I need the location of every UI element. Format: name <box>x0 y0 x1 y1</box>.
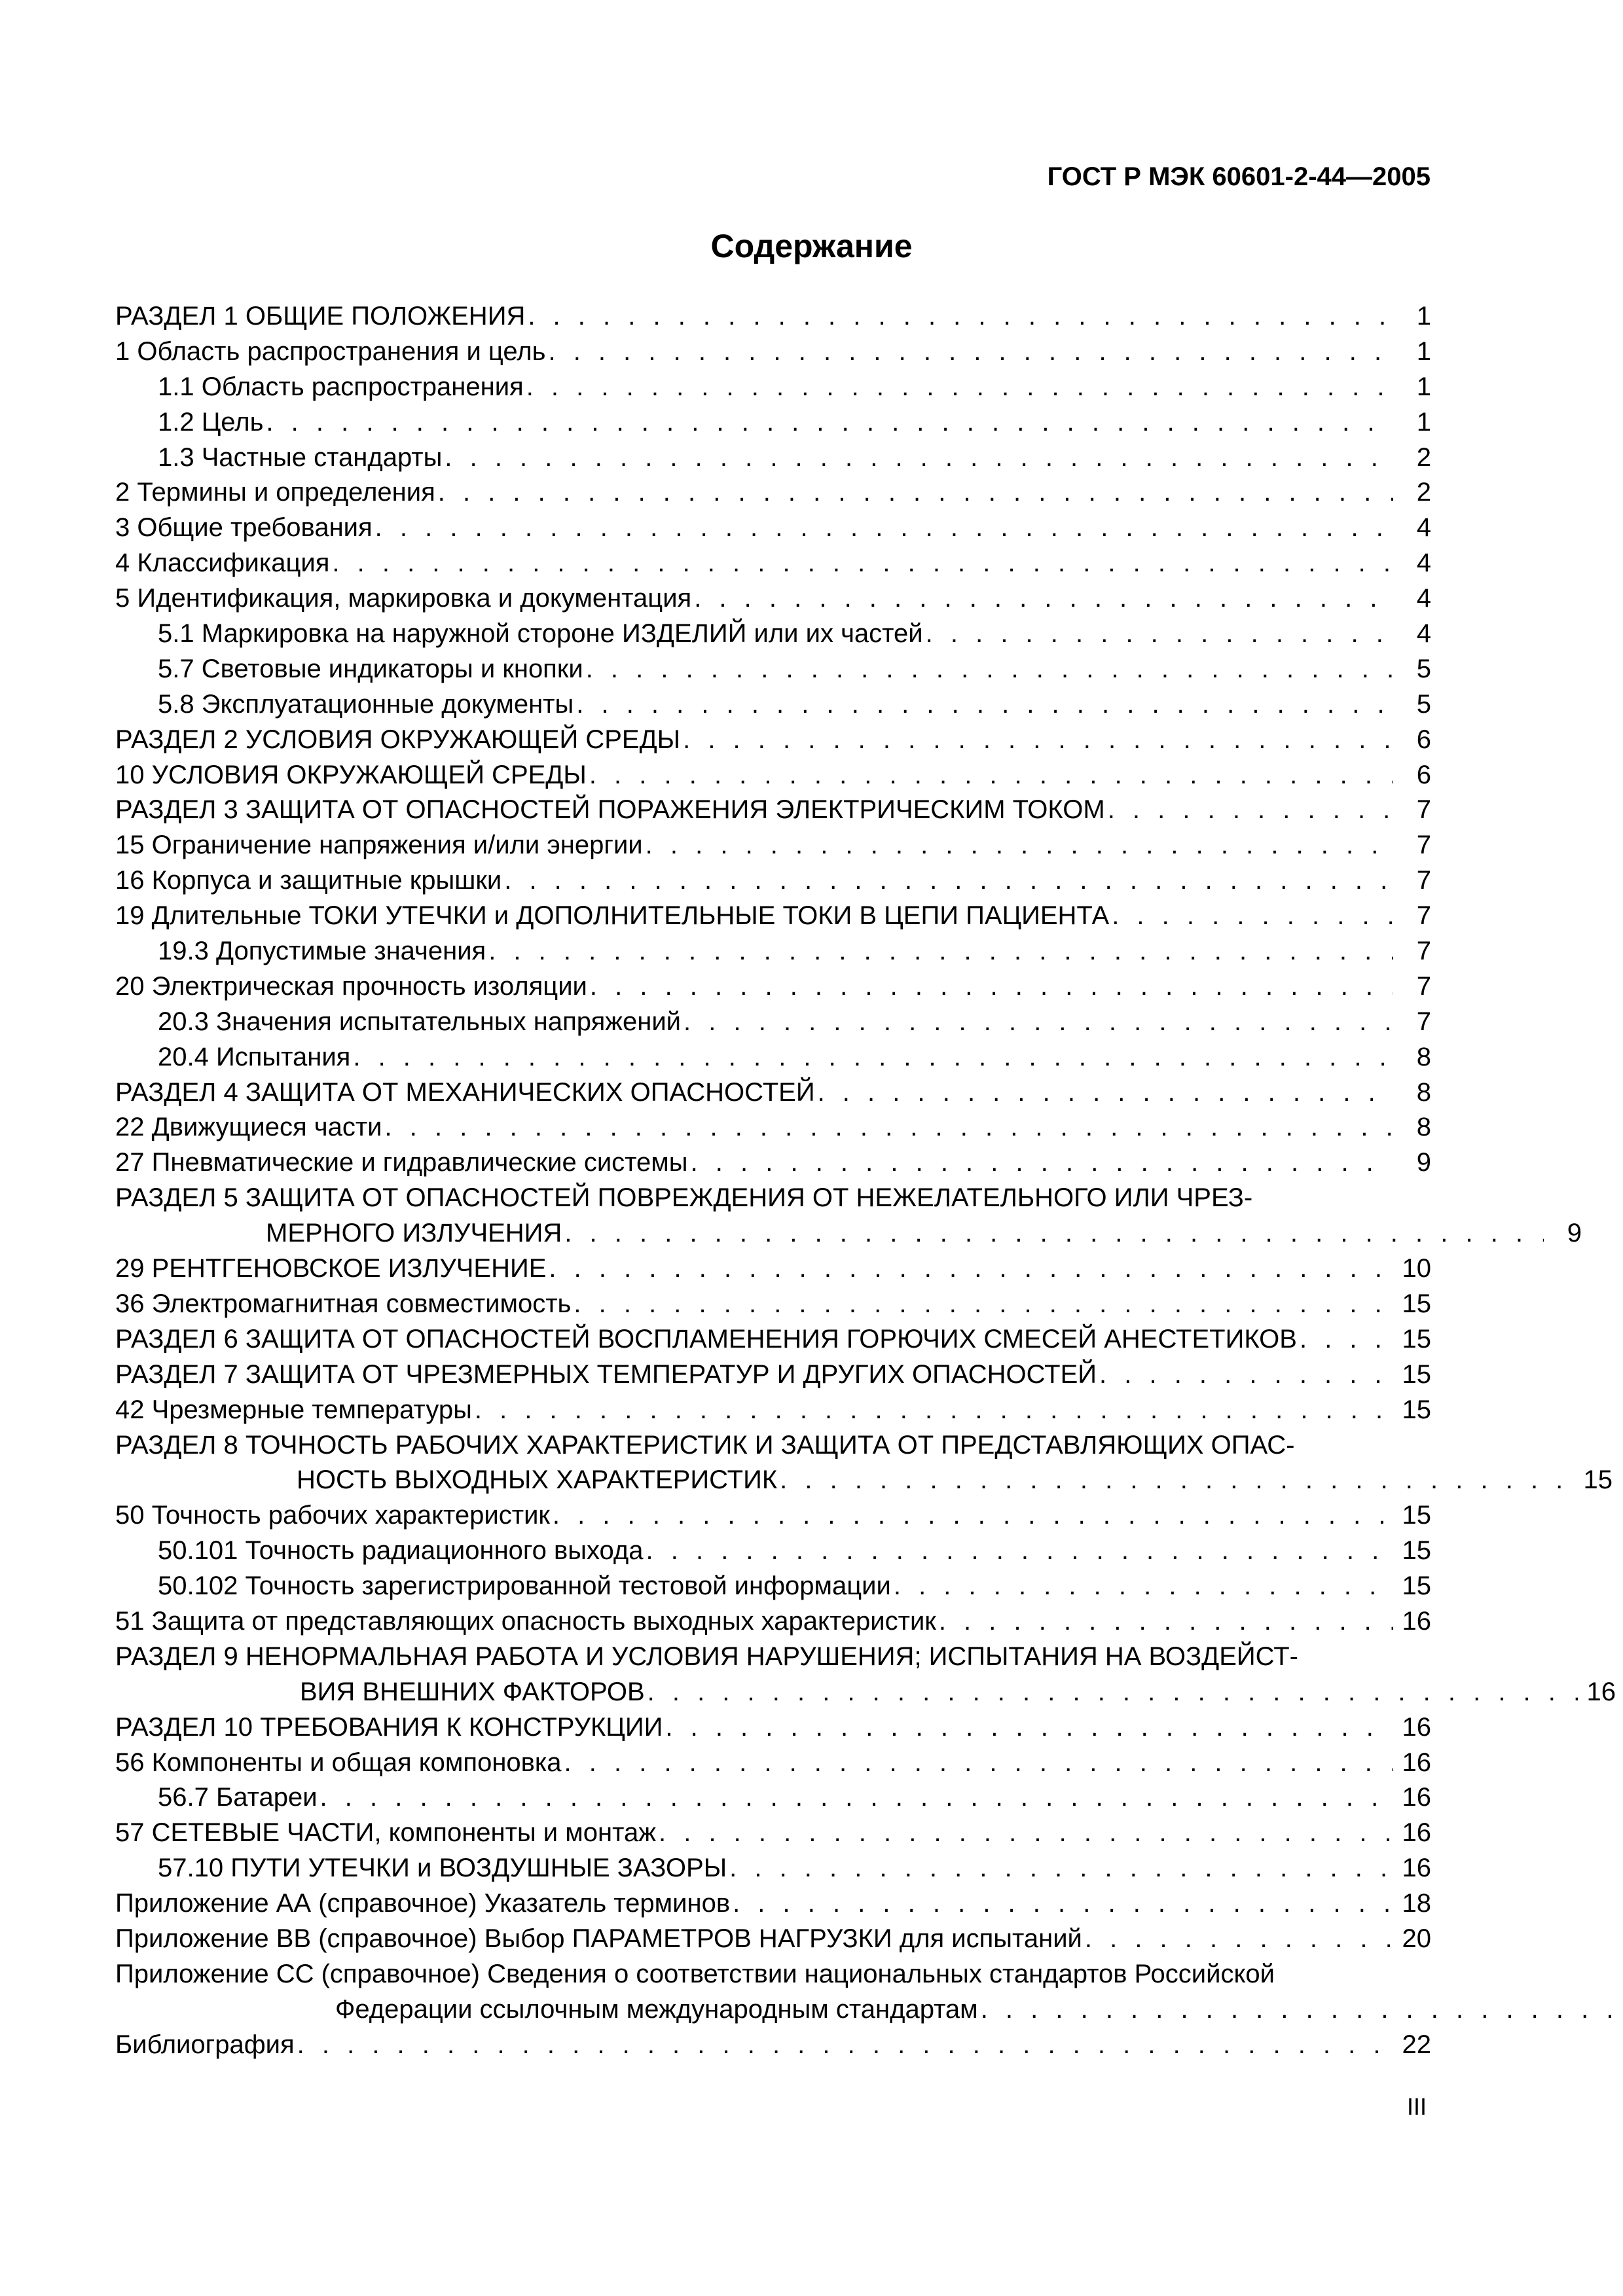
dot-leader <box>647 1675 1578 1710</box>
toc-entry-label: РАЗДЕЛ 5 ЗАЩИТА ОТ ОПАСНОСТЕЙ ПОВРЕЖДЕНИЯ ОТ НЕЖЕЛАТЕЛЬНОГО ИЛИ ЧРЕЗ- <box>115 1183 1253 1213</box>
toc-entry <box>115 1780 1431 1816</box>
toc-entry-page: 16 <box>1402 1606 1431 1636</box>
dot-leader <box>549 1251 1393 1287</box>
toc-entry <box>115 1287 1431 1322</box>
toc-entry-continuation <box>115 1216 1582 1251</box>
toc-entry-page: 16 <box>1402 1712 1431 1742</box>
toc-entry-label: Библиография <box>115 2030 295 2059</box>
toc-entry-page: 16 <box>1402 1854 1431 1883</box>
toc-entry-label: 29 РЕНТГЕНОВСКОЕ ИЗЛУЧЕНИЕ <box>115 1254 547 1283</box>
dot-leader <box>1112 899 1393 934</box>
dot-leader <box>694 581 1393 617</box>
toc-entry-label: 2 Термины и определения <box>115 478 435 507</box>
toc-entry-label: 3 Общие требования <box>115 513 373 543</box>
toc-entry-label: 1.1 Область распространения <box>158 372 524 401</box>
toc-entry-page: 5 <box>1416 689 1431 719</box>
dot-leader <box>780 1463 1575 1498</box>
toc-entry-label: НОСТЬ ВЫХОДНЫХ ХАРАКТЕРИСТИК <box>297 1465 778 1495</box>
toc-entry-label: 50.101 Точность радиационного выхода <box>158 1536 644 1566</box>
toc-entry-page: 16 <box>1586 1677 1616 1706</box>
toc-entry <box>115 1534 1431 1569</box>
toc-entry <box>115 1357 1431 1393</box>
toc-entry <box>115 793 1431 828</box>
toc-entry-page: 16 <box>1402 1783 1431 1812</box>
toc-entry-continuation <box>115 1675 1616 1710</box>
toc-entry <box>115 1110 1431 1145</box>
dot-leader <box>818 1075 1393 1111</box>
toc-entry-label: 1.3 Частные стандарты <box>158 442 443 472</box>
toc-entry-page: 7 <box>1416 831 1431 860</box>
toc-entry-page: 15 <box>1402 1571 1431 1601</box>
toc-entry-page: 20 <box>1402 1924 1431 1953</box>
toc-entry <box>115 1922 1431 1957</box>
toc-entry <box>115 723 1431 758</box>
toc-entry-page: 5 <box>1416 654 1431 683</box>
toc-entry-label: 36 Электромагнитная совместимость <box>115 1289 572 1318</box>
toc-entry <box>115 1498 1431 1534</box>
toc-entry-page: 18 <box>1402 1889 1431 1918</box>
dot-leader <box>733 1886 1393 1922</box>
dot-leader <box>691 1145 1393 1181</box>
toc-entry-label: 50.102 Точность зарегистрированной тестовой информации <box>158 1571 891 1601</box>
dot-leader <box>504 863 1393 899</box>
dot-leader <box>438 475 1393 511</box>
toc-entry <box>115 511 1431 546</box>
toc-entry-page: 7 <box>1416 795 1431 825</box>
dot-leader <box>684 1005 1393 1040</box>
toc-entry-page: 4 <box>1416 548 1431 578</box>
toc-entry <box>115 1040 1431 1075</box>
toc-entry-label: 57.10 ПУТИ УТЕЧКИ и ВОЗДУШНЫЕ ЗАЗОРЫ <box>158 1854 727 1883</box>
toc-entry-label: РАЗДЕЛ 6 ЗАЩИТА ОТ ОПАСНОСТЕЙ ВОСПЛАМЕНЕНИЯ ГОРЮЧИХ СМЕСЕЙ АНЕСТЕТИКОВ <box>115 1324 1297 1354</box>
toc-entry <box>115 1181 1431 1216</box>
toc-entry <box>115 299 1431 334</box>
toc-entry-page: 8 <box>1416 1077 1431 1107</box>
toc-entry <box>115 1604 1431 1640</box>
dot-leader <box>646 1534 1393 1569</box>
toc-title: Содержание <box>710 228 913 264</box>
toc-entry-page: 7 <box>1416 937 1431 966</box>
toc-entry-page: 7 <box>1416 971 1431 1001</box>
dot-leader <box>297 2028 1393 2063</box>
toc-entry-page: 6 <box>1416 760 1431 789</box>
toc-entry-label: 4 Классификация <box>115 548 330 578</box>
toc-entry-label: 20.4 Испытания <box>158 1042 351 1071</box>
toc-entry <box>115 934 1431 969</box>
toc-entry-page: 8 <box>1416 1042 1431 1071</box>
toc-entry <box>115 828 1431 863</box>
toc-entry-continuation <box>115 1463 1613 1498</box>
toc-entry-page: 9 <box>1416 1148 1431 1177</box>
dot-leader <box>564 1216 1544 1251</box>
dot-leader <box>574 1287 1393 1322</box>
toc-entry-page: 1 <box>1416 372 1431 401</box>
toc-entry-page: 9 <box>1567 1219 1582 1248</box>
toc-entry <box>115 617 1431 652</box>
toc-entry <box>115 546 1431 581</box>
dot-leader <box>320 1780 1393 1816</box>
toc-entry <box>115 1816 1431 1851</box>
toc-entry <box>115 652 1431 687</box>
toc-entry <box>115 1851 1431 1886</box>
toc-entry <box>115 1075 1431 1111</box>
dot-leader <box>526 370 1393 405</box>
toc-entry-page: 8 <box>1416 1113 1431 1142</box>
toc-entry <box>115 863 1431 899</box>
toc-entry-label: РАЗДЕЛ 1 ОБЩИЕ ПОЛОЖЕНИЯ <box>115 302 526 331</box>
toc-entry-page: 1 <box>1416 407 1431 437</box>
dot-leader <box>1085 1922 1393 1957</box>
toc-entry-page: 7 <box>1416 1007 1431 1036</box>
document-code-header: ГОСТ Р МЭК 60601-2-44—2005 <box>1047 162 1431 191</box>
toc-entry <box>115 2028 1431 2063</box>
toc-entry-label: РАЗДЕЛ 10 ТРЕБОВАНИЯ К КОНСТРУКЦИИ <box>115 1712 663 1742</box>
toc-entry-page: 10 <box>1402 1254 1431 1283</box>
dot-leader <box>926 617 1393 652</box>
toc-entry-page: 4 <box>1416 619 1431 649</box>
toc-entry-page: 15 <box>1402 1501 1431 1530</box>
toc-entry-label: 1 Область распространения и цель <box>115 336 546 366</box>
toc-entry-page: 15 <box>1402 1536 1431 1566</box>
dot-leader <box>548 334 1393 370</box>
dot-leader <box>939 1604 1393 1640</box>
dot-leader <box>564 1746 1393 1781</box>
toc-entry <box>115 581 1431 617</box>
toc-entry-label: 5.1 Маркировка на наружной стороне ИЗДЕЛИЙ или их частей <box>158 619 923 649</box>
toc-entry-page: 22 <box>1402 2030 1431 2059</box>
toc-entry-label: 19.3 Допустимые значения <box>158 937 486 966</box>
toc-entry-label: 19 Длительные ТОКИ УТЕЧКИ и ДОПОЛНИТЕЛЬНЫЕ ТОКИ В ЦЕПИ ПАЦИЕНТА <box>115 901 1110 931</box>
toc-entry-label: Приложение СС (справочное) Сведения о соответствии национальных стандартов Российской <box>115 1959 1275 1988</box>
dot-leader <box>266 405 1393 440</box>
toc-entry-page: 15 <box>1402 1395 1431 1424</box>
toc-entry <box>115 1886 1431 1922</box>
dot-leader <box>488 934 1393 969</box>
toc-entry <box>115 1005 1431 1040</box>
toc-entry-label: ВИЯ ВНЕШНИХ ФАКТОРОВ <box>300 1677 645 1706</box>
toc-entry-label: РАЗДЕЛ 8 ТОЧНОСТЬ РАБОЧИХ ХАРАКТЕРИСТИК И ЗАЩИТА ОТ ПРЕДСТАВЛЯЮЩИХ ОПАС- <box>115 1430 1295 1460</box>
toc-entry-label: РАЗДЕЛ 3 ЗАЩИТА ОТ ОПАСНОСТЕЙ ПОРАЖЕНИЯ ЭЛЕКТРИЧЕСКИМ ТОКОМ <box>115 795 1105 825</box>
toc-entry <box>115 1957 1431 1992</box>
toc-entry <box>115 1710 1431 1746</box>
dot-leader <box>375 511 1393 546</box>
toc-entry <box>115 1145 1431 1181</box>
toc-entry-label: 56.7 Батареи <box>158 1783 318 1812</box>
dot-leader <box>729 1851 1393 1886</box>
toc-entry-page <box>1617 1992 1623 2028</box>
toc-entry-page: 7 <box>1416 866 1431 895</box>
dot-leader <box>1108 793 1393 828</box>
toc-entry-label: 51 Защита от представляющих опасность выходных характеристик <box>115 1606 936 1636</box>
dot-leader <box>590 969 1393 1005</box>
toc-entry-label: 10 УСЛОВИЯ ОКРУЖАЮЩЕЙ СРЕДЫ <box>115 760 587 789</box>
dot-leader <box>1099 1357 1393 1393</box>
toc-entry <box>115 440 1431 476</box>
toc-entry-page: 16 <box>1402 1748 1431 1777</box>
table-of-contents <box>115 299 1616 2063</box>
toc-entry-label: 57 СЕТЕВЫЕ ЧАСТИ, компоненты и монтаж <box>115 1818 656 1848</box>
toc-entry <box>115 1251 1431 1287</box>
toc-entry-label: 56 Компоненты и общая компоновка <box>115 1748 562 1777</box>
dot-leader <box>475 1393 1393 1428</box>
toc-entry <box>115 334 1431 370</box>
toc-entry-page: 15 <box>1402 1359 1431 1389</box>
dot-leader <box>332 546 1393 581</box>
toc-entry-label: 42 Чрезмерные температуры <box>115 1395 472 1424</box>
toc-entry-label: Федерации ссылочным международным стандартам <box>335 1994 978 2024</box>
toc-entry-label: РАЗДЕЛ 7 ЗАЩИТА ОТ ЧРЕЗМЕРНЫХ ТЕМПЕРАТУР И ДРУГИХ ОПАСНОСТЕЙ <box>115 1359 1097 1389</box>
toc-entry-page: 15 <box>1402 1324 1431 1354</box>
toc-entry-label: 22 Движущиеся части <box>115 1113 382 1142</box>
dot-leader <box>586 652 1393 687</box>
toc-entry-label: 5.7 Световые индикаторы и кнопки <box>158 654 583 683</box>
toc-entry <box>115 475 1431 511</box>
toc-entry-page: 4 <box>1416 584 1431 613</box>
page-number: III <box>1406 2093 1427 2120</box>
dot-leader <box>1300 1322 1393 1357</box>
toc-entry-page: 2 <box>1416 478 1431 507</box>
toc-entry-label: РАЗДЕЛ 9 НЕНОРМАЛЬНАЯ РАБОТА И УСЛОВИЯ НАРУШЕНИЯ; ИСПЫТАНИЯ НА ВОЗДЕЙСТ- <box>115 1641 1298 1671</box>
toc-entry-label: 20.3 Значения испытательных напряжений <box>158 1007 682 1036</box>
toc-entry-label: 50 Точность рабочих характеристик <box>115 1501 550 1530</box>
toc-entry-page: 1 <box>1416 302 1431 331</box>
toc-entry-label: 15 Ограничение напряжения и/или энергии <box>115 831 643 860</box>
toc-entry <box>115 1569 1431 1604</box>
dot-leader <box>589 758 1393 793</box>
toc-entry-page: 6 <box>1416 725 1431 754</box>
toc-entry-page: 4 <box>1416 513 1431 543</box>
dot-leader <box>528 299 1393 334</box>
toc-entry-label: МЕРНОГО ИЗЛУЧЕНИЯ <box>266 1219 562 1248</box>
toc-entry-label: Приложение АА (справочное) Указатель терминов <box>115 1889 731 1918</box>
toc-entry-page: 7 <box>1416 901 1431 931</box>
toc-entry-label: 16 Корпуса и защитные крышки <box>115 866 502 895</box>
toc-entry <box>115 758 1431 793</box>
toc-entry <box>115 1640 1431 1675</box>
toc-entry <box>115 1746 1431 1781</box>
toc-entry <box>115 405 1431 440</box>
toc-entry-label: Приложение ВВ (справочное) Выбор ПАРАМЕТРОВ НАГРУЗКИ для испытаний <box>115 1924 1082 1953</box>
toc-entry <box>115 370 1431 405</box>
dot-leader <box>665 1710 1393 1746</box>
toc-entry-page: 16 <box>1402 1818 1431 1848</box>
toc-entry-label: РАЗДЕЛ 2 УСЛОВИЯ ОКРУЖАЮЩЕЙ СРЕДЫ <box>115 725 681 754</box>
dot-leader <box>981 1992 1613 2028</box>
toc-entry-page: 15 <box>1402 1289 1431 1318</box>
dot-leader <box>683 723 1393 758</box>
toc-entry <box>115 899 1431 934</box>
toc-entry <box>115 969 1431 1005</box>
dot-leader <box>576 687 1393 723</box>
toc-entry-page: 1 <box>1416 336 1431 366</box>
toc-entry-page: 15 <box>1583 1465 1613 1495</box>
dot-leader <box>445 440 1393 476</box>
toc-entry <box>115 1322 1431 1357</box>
toc-entry-label: 5 Идентификация, маркировка и документация <box>115 584 692 613</box>
toc-entry <box>115 1393 1431 1428</box>
dot-leader <box>385 1110 1393 1145</box>
toc-entry-label: 1.2 Цель <box>158 407 264 437</box>
toc-entry-label: РАЗДЕЛ 4 ЗАЩИТА ОТ МЕХАНИЧЕСКИХ ОПАСНОСТЕЙ <box>115 1077 815 1107</box>
toc-entry <box>115 1428 1431 1463</box>
toc-entry <box>115 687 1431 723</box>
toc-entry-page: 2 <box>1416 442 1431 472</box>
dot-leader <box>894 1569 1393 1604</box>
toc-entry-label: 5.8 Эксплуатационные документы <box>158 689 574 719</box>
toc-entry-label: 27 Пневматические и гидравлические системы <box>115 1148 688 1177</box>
toc-entry-label: 20 Электрическая прочность изоляции <box>115 971 587 1001</box>
toc-entry-continuation <box>115 1992 1431 2028</box>
dot-leader <box>646 828 1393 863</box>
dot-leader <box>659 1816 1393 1851</box>
dot-leader <box>553 1498 1393 1534</box>
dot-leader <box>353 1040 1393 1075</box>
